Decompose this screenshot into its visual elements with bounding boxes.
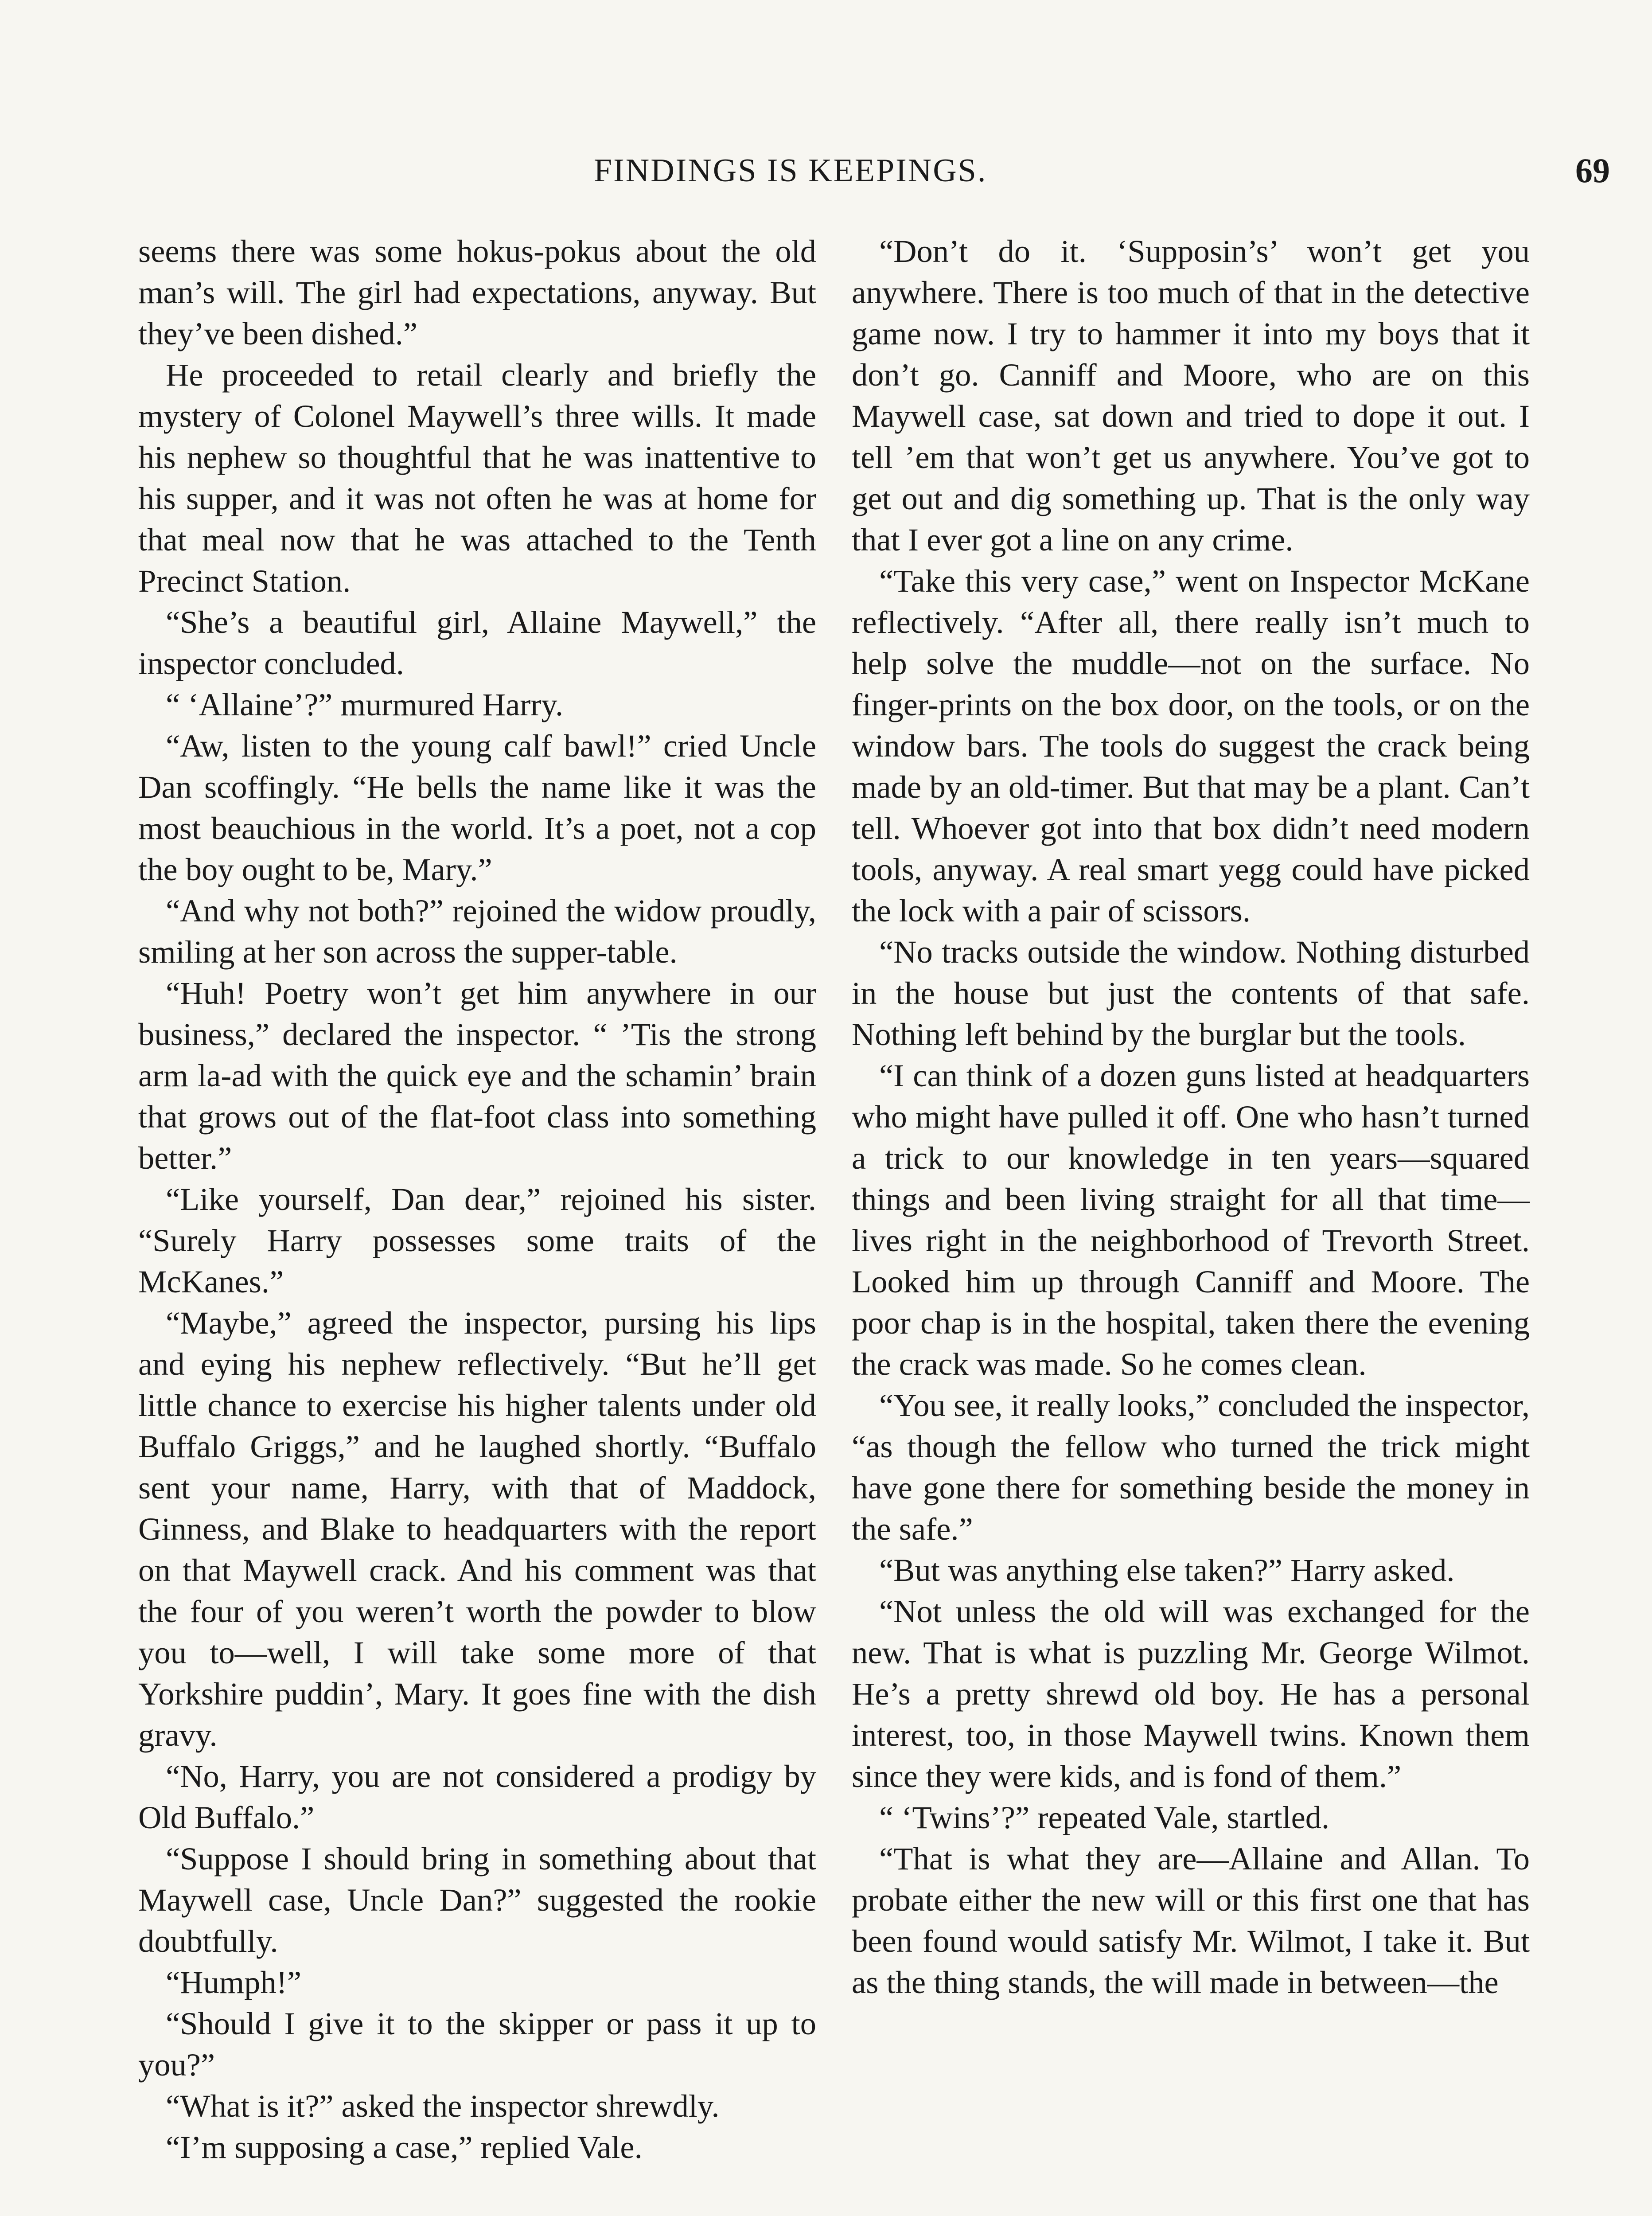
page-number: 69: [1575, 151, 1610, 190]
paragraph: “You see, it really looks,” concluded the inspector, “as though the fellow who turned the trick might have gone there for something beside the money in the safe.”: [852, 1387, 1530, 1547]
paragraph: “Take this very case,” went on Inspector McKane reflectively. “After all, there really isn’t much to help solve the muddle—not on the surface. No finger-prints on the box door, on the tools, or on the window bars. The tools do suggest the crack being made by an old-timer. But that may be a plant. Can’t tell. Whoever got into that box didn’t need modern tools, anyway. A real smart yegg could have picked the lock with a pair of scissors.: [852, 563, 1530, 929]
paragraph: “No tracks outside the window. Nothing disturbed in the house but just the contents of that safe. Nothing left behind by the burglar but the tools.: [852, 934, 1530, 1052]
paragraph: “That is what they are—Allaine and Allan. To probate either the new will or this first one that has been found would satisfy Mr. Wilmot, I take it. But as the thing stands, the will made in between—the: [852, 1841, 1530, 2000]
paragraph: “Should I give it to the skipper or pass it up to you?”: [138, 2005, 816, 2083]
paragraph: “Maybe,” agreed the inspector, pursing his lips and eying his nephew reflectively. “But he’ll get little chance to exercise his higher talents under old Buffalo Griggs,” and he laughed shortly. “Buffalo sent your name, Harry, with that of Maddock, Ginness, and Blake to headquarters with the report on that Maywell crack. And his comment was that the four of you weren’t worth the powder to blow you to—well, I will take some more of that Yorkshire puddin’, Mary. It goes fine with the dish gravy.: [138, 1305, 816, 1753]
paragraph: “Humph!”: [166, 1964, 302, 2000]
left-column: [138, 230, 816, 2168]
paragraph: “ ‘Twins’?” repeated Vale, startled.: [879, 1799, 1330, 1835]
right-column: [852, 230, 1530, 2003]
paragraph: “Like yourself, Dan dear,” rejoined his sister. “Surely Harry possesses some traits of the McKanes.”: [138, 1181, 816, 1299]
paragraph: “Suppose I should bring in something about that Maywell case, Uncle Dan?” suggested the rookie doubtfully.: [138, 1841, 816, 1959]
paragraph: “ ‘Allaine’?” murmured Harry.: [166, 687, 564, 722]
paragraph: “Aw, listen to the young calf bawl!” cried Uncle Dan scoffingly. “He bells the name like it was the most beauchious in the world. It’s a poet, not a cop the boy ought to be, Mary.”: [138, 728, 816, 887]
paragraph: seems there was some hokus-pokus about the old man’s will. The girl had expectations, anyway. But they’ve been dished.”: [138, 233, 816, 351]
paragraph: “What is it?” asked the inspector shrewdly.: [166, 2088, 720, 2124]
paragraph: “I’m supposing a case,” replied Vale.: [166, 2129, 643, 2165]
paragraph: “No, Harry, you are not considered a prodigy by Old Buffalo.”: [138, 1758, 816, 1835]
running-head: [0, 146, 1652, 195]
paragraph: “She’s a beautiful girl, Allaine Maywell,” the inspector concluded.: [138, 604, 816, 681]
paragraph: “But was anything else taken?” Harry asked.: [879, 1552, 1455, 1588]
paragraph: He proceeded to retail clearly and briefly the mystery of Colonel Maywell’s three wills. It made his nephew so thoughtful that he was inattentive to his supper, and it was not often he was at home for that meal now that he was attached to the Tenth Precinct Station.: [138, 357, 816, 599]
paragraph: “I can think of a dozen guns listed at headquarters who might have pulled it off. One who hasn’t turned a trick to our knowledge in ten years—squared things and been living straight for all that time—lives right in the neighborhood of Trevorth Street. Looked him up through Canniff and Moore. The poor chap is in the hospital, taken there the evening the crack was made. So he comes clean.: [852, 1057, 1530, 1382]
paragraph: “Not unless the old will was exchanged for the new. That is what is puzzling Mr. George Wilmot. He’s a pretty shrewd old boy. He has a personal interest, too, in those Maywell twins. Known them since they were kids, and is fond of them.”: [852, 1593, 1530, 1794]
paragraph: “Don’t do it. ‘Supposin’s’ won’t get you anywhere. There is too much of that in the detective game now. I try to hammer it into my boys that it don’t go. Canniff and Moore, who are on this Maywell case, sat down and tried to dope it out. I tell ’em that won’t get us anywhere. You’ve got to get out and dig something up. That is the only way that I ever got a line on any crime.: [852, 233, 1530, 558]
header-title: FINDINGS IS KEEPINGS.: [594, 152, 987, 189]
paragraph: “Huh! Poetry won’t get him anywhere in our business,” declared the inspector. “ ’Tis the strong arm la-ad with the quick eye and the schamin’ brain that grows out of the flat-foot class into something better.”: [138, 975, 816, 1176]
paragraph: “And why not both?” rejoined the widow proudly, smiling at her son across the supper-table.: [138, 893, 816, 970]
